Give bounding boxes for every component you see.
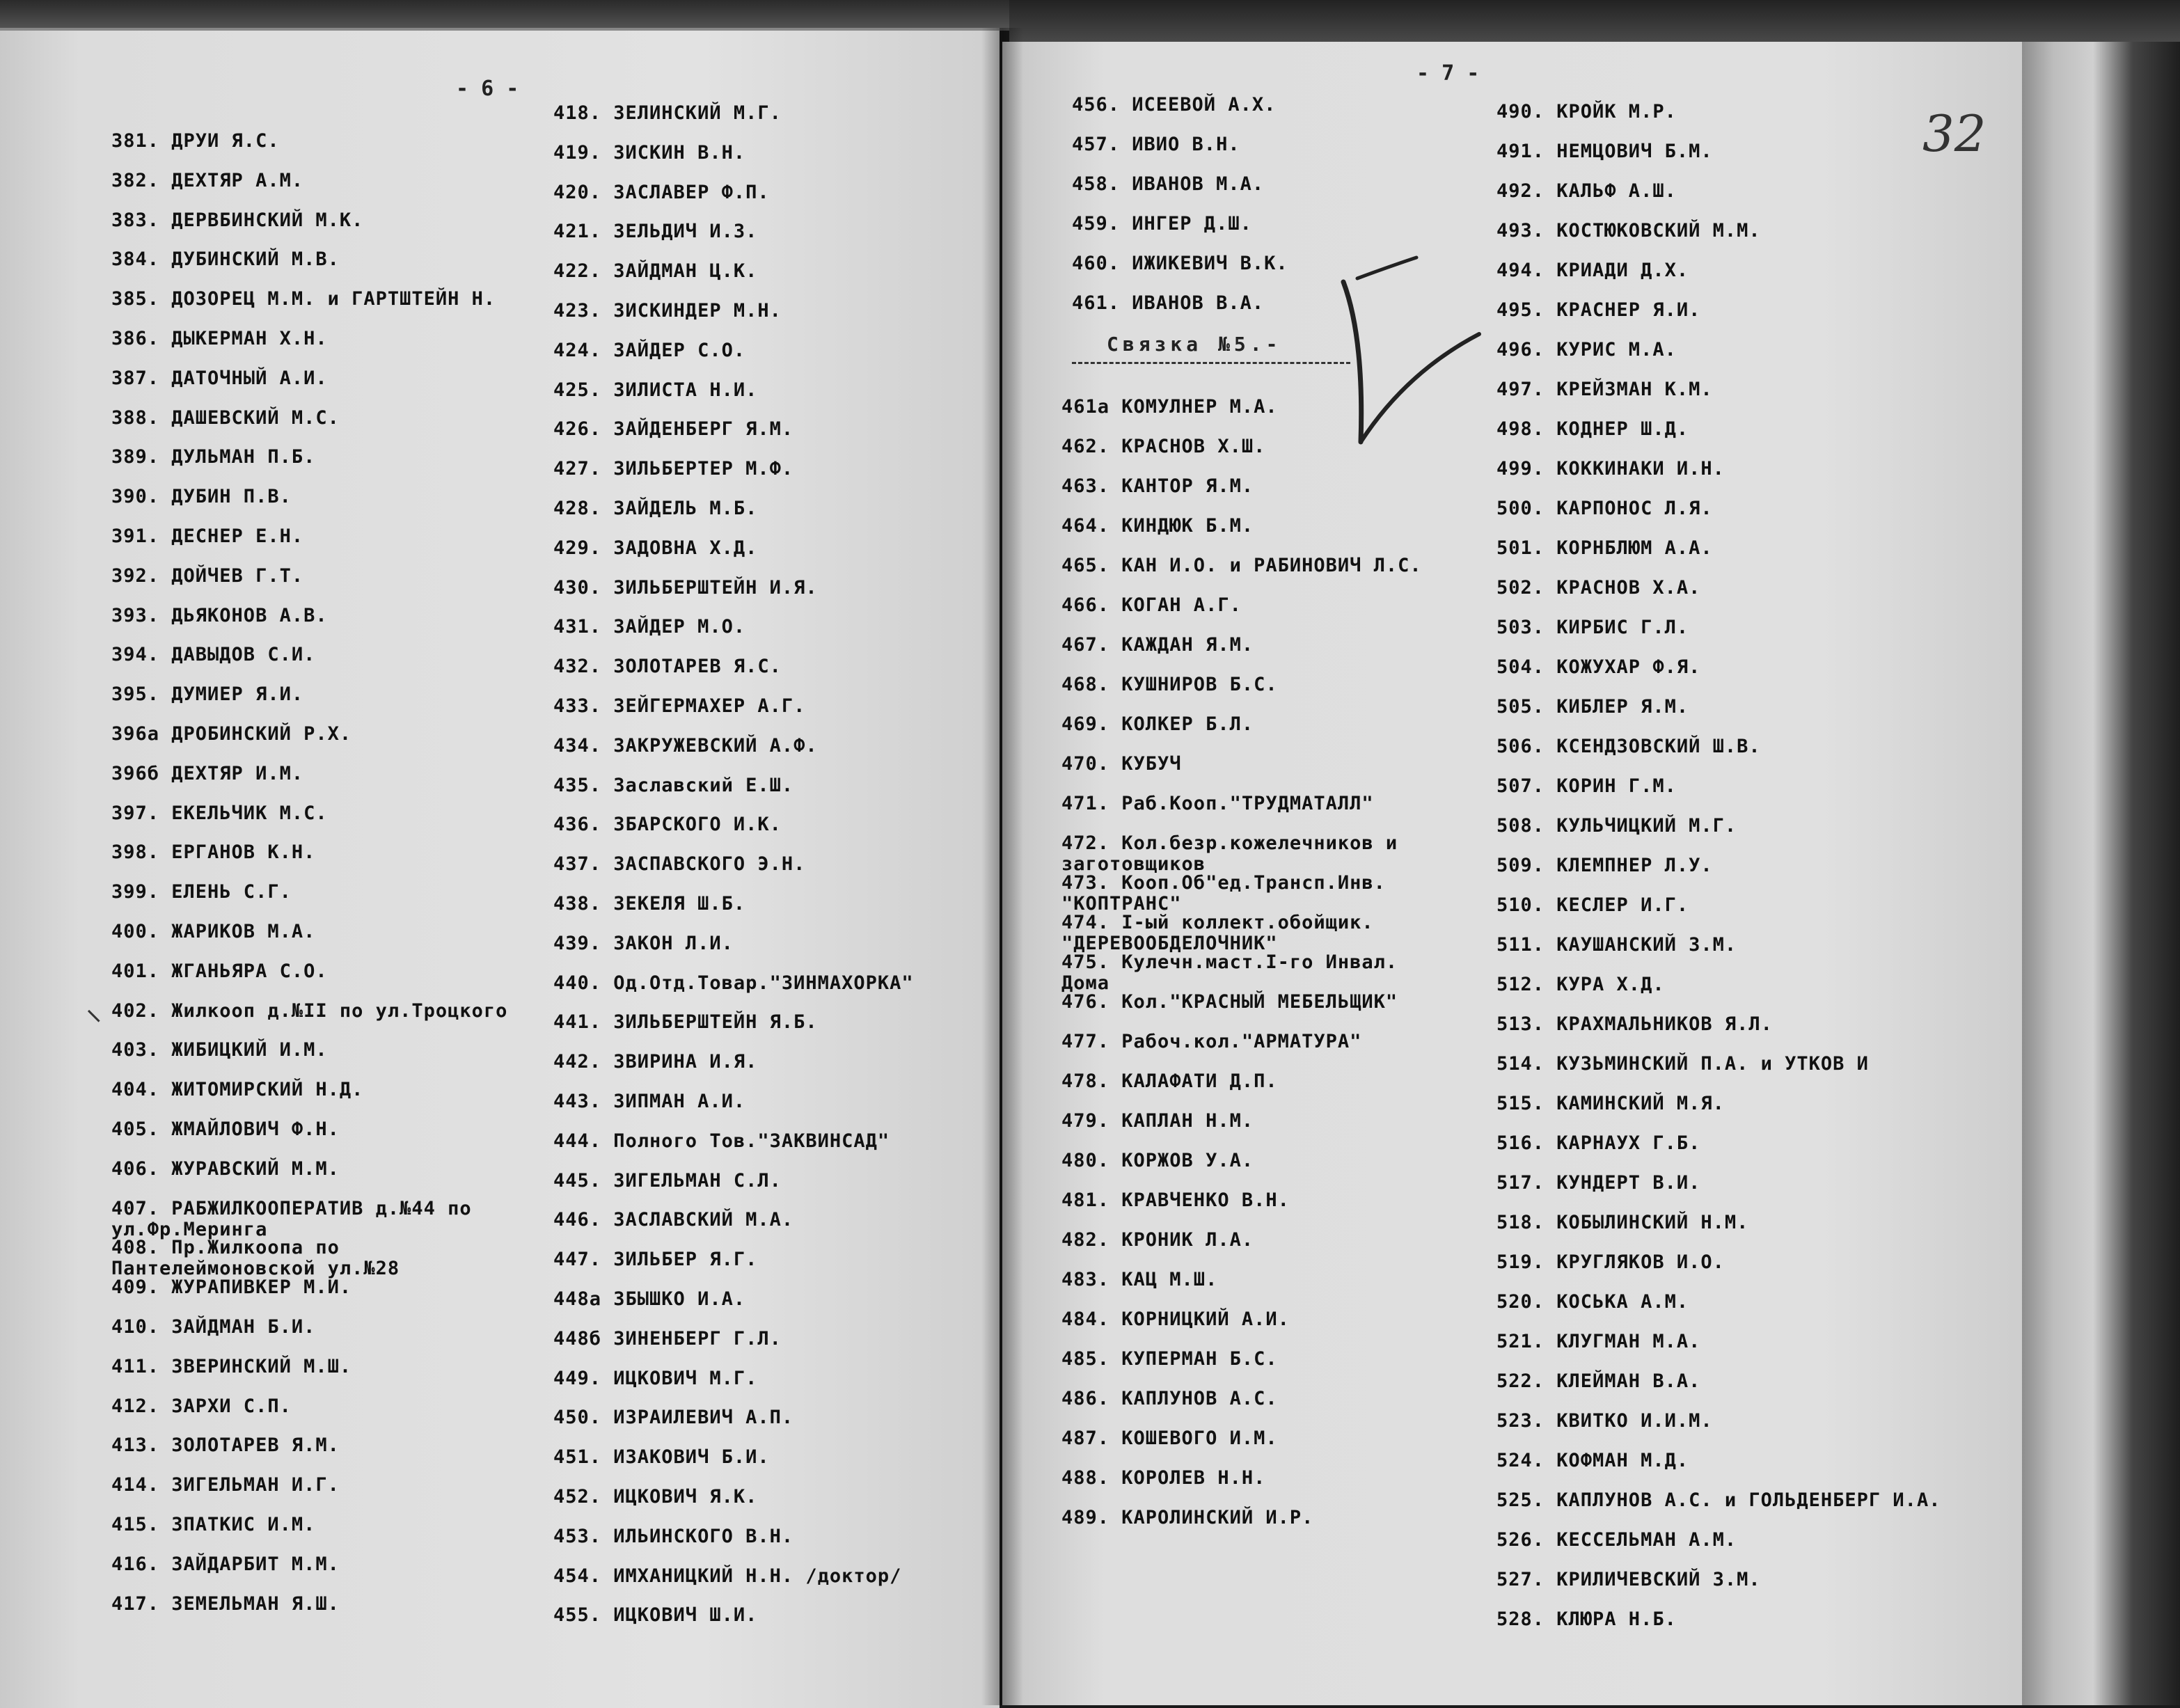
ledger-entry: 518. КОБЫЛИНСКИЙ Н.М. (1496, 1212, 1749, 1233)
ledger-entry: 428. ЗАЙДЕЛЬ М.Б. (553, 498, 758, 519)
ledger-entry: 387. ДАТОЧНЫЙ А.И. (111, 367, 328, 389)
ledger-entry: 455. ИЦКОВИЧ Ш.И. (553, 1604, 758, 1627)
ledger-entry: 468. КУШНИРОВ Б.С. (1061, 674, 1278, 695)
ledger-entry: 427. ЗИЛЬБЕРТЕР М.Ф. (553, 458, 794, 480)
ledger-entry: 519. КРУГЛЯКОВ И.О. (1496, 1251, 1725, 1273)
ledger-entry: 393. ДЬЯКОНОВ А.В. (111, 604, 328, 626)
ledger-entry: 382. ДЕХТЯР А.М. (111, 169, 304, 191)
ledger-entry: 388. ДАШЕВСКИЙ М.С. (111, 406, 340, 429)
ledger-entry: 391. ДЕСНЕР Е.Н. (111, 525, 304, 547)
ledger-entry: 457. ИВИО В.Н. (1072, 134, 1240, 155)
ledger-entry: 514. КУЗЬМИНСКИЙ П.А. и УТКОВ И (1496, 1053, 1869, 1075)
ledger-entry: 520. КОСЬКА А.М. (1496, 1291, 1689, 1313)
ledger-entry: 486. КАПЛУНОВ А.С. (1061, 1388, 1278, 1409)
ledger-entry: 450. ИЗРАИЛЕВИЧ А.П. (553, 1407, 794, 1429)
ledger-entry: 409. ЖУРАПИВКЕР М.И. (111, 1276, 352, 1299)
ledger-entry: 443. ЗИПМАН А.И. (553, 1091, 746, 1112)
ledger-entry: 396б ДЕХТЯР И.М. (111, 762, 304, 784)
ledger-entry: 383. ДЕРВБИНСКИЙ М.К. (111, 209, 364, 231)
ledger-entry: 407. РАБЖИЛКООПЕРАТИВ д.№44 по ул.Фр.Меринга (111, 1197, 472, 1240)
ledger-entry: 386. ДЫКЕРМАН Х.Н. (111, 328, 328, 349)
ledger-entry: 435. Заславский Е.Ш. (553, 774, 794, 796)
ledger-entry: 481. КРАВЧЕНКО В.Н. (1061, 1189, 1290, 1211)
ledger-entry: 442. ЗВИРИНА И.Я. (553, 1051, 758, 1073)
ledger-entry: 484. КОРНИЦКИЙ А.И. (1061, 1308, 1290, 1330)
ledger-entry: 445. ЗИГЕЛЬМАН С.Л. (553, 1169, 782, 1192)
ledger-entry: 456. ИСЕЕВОЙ А.Х. (1072, 94, 1277, 116)
ledger-entry: 508. КУЛЬЧИЦКИЙ М.Г. (1496, 815, 1737, 837)
ledger-entry: 399. ЕЛЕНЬ С.Г. (111, 881, 292, 903)
ledger-entry: 425. ЗИЛИСТА Н.И. (553, 379, 758, 401)
ledger-entry: 420. ЗАСЛАВЕР Ф.П. (553, 181, 770, 203)
ledger-entry: 464. КИНДЮК Б.М. (1061, 515, 1254, 537)
ledger-entry: 413. ЗОЛОТАРЕВ Я.М. (111, 1434, 340, 1457)
ledger-entry: 500. КАРПОНОС Л.Я. (1496, 498, 1713, 519)
ledger-entry: 466. КОГАН А.Г. (1061, 594, 1242, 616)
ledger-entry: 406. ЖУРАВСКИЙ М.М. (111, 1157, 340, 1180)
ledger-entry: 528. КЛЮРА Н.Б. (1496, 1608, 1677, 1630)
ledger-entry: 438. ЗЕКЕЛЯ Ш.Б. (553, 893, 746, 915)
ledger-entry: 415. ЗПАТКИС И.М. (111, 1514, 316, 1535)
ledger-entry: 458. ИВАНОВ М.А. (1072, 173, 1265, 195)
ledger-entry: 483. КАЦ М.Ш. (1061, 1269, 1218, 1290)
ledger-entry: 471. Раб.Кооп."ТРУДМАТАЛЛ" (1061, 793, 1374, 814)
ledger-entry: 454. ИМХАНИЦКИЙ Н.Н. /доктор/ (553, 1565, 902, 1587)
ledger-entry: 502. КРАСНОВ Х.А. (1496, 577, 1701, 599)
ledger-entry: 476. Кол."КРАСНЫЙ МЕБЕЛЬЩИК" (1061, 991, 1398, 1013)
ledger-entry: 506. КСЕНДЗОВСКИЙ Ш.В. (1496, 736, 1761, 757)
ledger-entry: 463. КАНТОР Я.М. (1061, 475, 1254, 497)
right-page-number: - 7 - (1416, 61, 1480, 86)
ledger-entry: 507. КОРИН Г.М. (1496, 775, 1677, 797)
ledger-entry: 497. КРЕЙЗМАН К.М. (1496, 379, 1713, 400)
left-page-number: - 6 - (456, 77, 519, 101)
ledger-entry: 389. ДУЛЬМАН П.Б. (111, 446, 316, 468)
ledger-entry: 495. КРАСНЕР Я.И. (1496, 299, 1701, 321)
ledger-entry: 448б ЗИНЕНБЕРГ Г.Л. (553, 1327, 782, 1350)
ledger-entry: 462. КРАСНОВ Х.Ш. (1061, 436, 1266, 457)
ledger-entry: 381. ДРУИ Я.С. (111, 130, 280, 152)
ledger-entry: 434. ЗАКРУЖЕВСКИЙ А.Ф. (553, 734, 818, 757)
ledger-entry: 522. КЛЕЙМАН В.А. (1496, 1370, 1701, 1392)
folio-mark: 32 (1922, 104, 1987, 163)
ledger-entry: 448а ЗБЫШКО И.А. (553, 1288, 746, 1310)
ledger-entry: 492. КАЛЬФ А.Ш. (1496, 180, 1677, 202)
ledger-entry: 516. КАРНАУХ Г.Б. (1496, 1132, 1701, 1154)
ledger-entry: 469. КОЛКЕР Б.Л. (1061, 713, 1254, 735)
ledger-entry: 494. КРИАДИ Д.Х. (1496, 260, 1689, 281)
ledger-entry: 405. ЖМАЙЛОВИЧ Ф.Н. (111, 1118, 340, 1140)
ledger-entry: 432. ЗОЛОТАРЕВ Я.С. (553, 656, 782, 678)
ledger-entry: 423. ЗИСКИНДЕР М.Н. (553, 300, 782, 322)
ledger-entry: 496. КУРИС М.А. (1496, 339, 1677, 361)
ledger-entry: 400. ЖАРИКОВ М.А. (111, 921, 316, 942)
ledger-entry: 426. ЗАЙДЕНБЕРГ Я.М. (553, 418, 794, 441)
ledger-entry: 404. ЖИТОМИРСКИЙ Н.Д. (111, 1079, 364, 1101)
ledger-entry: 470. КУБУЧ (1061, 753, 1182, 775)
ledger-entry: 513. КРАХМАЛЬНИКОВ Я.Л. (1496, 1013, 1773, 1035)
ledger-entry: 392. ДОЙЧЕВ Г.Т. (111, 564, 304, 587)
ledger-entry: 477. Рабоч.кол."АРМАТУРА" (1061, 1031, 1362, 1052)
ledger-entry: 515. КАМИНСКИЙ М.Я. (1496, 1093, 1725, 1114)
ledger-entry: 429. ЗАДОВНА Х.Д. (553, 537, 758, 559)
ledger-entry: 396а ДРОБИНСКИЙ Р.Х. (111, 723, 352, 745)
ledger-entry: 418. ЗЕЛИНСКИЙ М.Г. (553, 102, 782, 124)
section-divider (1072, 362, 1350, 364)
ledger-entry: 517. КУНДЕРТ В.И. (1496, 1172, 1701, 1194)
ledger-entry: 436. ЗБАРСКОГО И.К. (553, 814, 782, 836)
ledger-entry: 401. ЖГАНЬЯРА С.О. (111, 960, 328, 982)
ledger-entry: 510. КЕСЛЕР И.Г. (1496, 894, 1689, 916)
ledger-entry: 467. КАЖДАН Я.М. (1061, 634, 1254, 656)
ledger-entry: 453. ИЛЬИНСКОГО В.Н. (553, 1525, 794, 1547)
ledger-entry: 394. ДАВЫДОВ С.И. (111, 644, 316, 666)
ledger-entry: 474. I-ый коллект.обойщик. "ДЕРЕВООБДЕЛОЧНИК" (1061, 912, 1374, 954)
ledger-entry: 461а КОМУЛНЕР М.А. (1061, 396, 1278, 418)
binder-cover-top-left (0, 0, 1009, 31)
ledger-entry: 440. Од.Отд.Товар."ЗИНМАХОРКА" (553, 972, 914, 994)
ledger-entry: 460. ИЖИКЕВИЧ В.К. (1072, 253, 1288, 274)
ledger-entry: 390. ДУБИН П.В. (111, 486, 292, 508)
book-gutter (981, 28, 1023, 1705)
ledger-entry: 422. ЗАЙДМАН Ц.К. (553, 260, 758, 283)
ledger-entry: 485. КУПЕРМАН Б.С. (1061, 1348, 1278, 1370)
ledger-entry: 524. КОФМАН М.Д. (1496, 1450, 1689, 1471)
ledger-entry: 478. КАЛАФАТИ Д.П. (1061, 1070, 1278, 1092)
ledger-entry: 504. КОЖУХАР Ф.Я. (1496, 656, 1701, 678)
ledger-entry: 472. Кол.безр.кожелечников и заготовщиков (1061, 832, 1398, 875)
ledger-entry: 459. ИНГЕР Д.Ш. (1072, 213, 1252, 235)
ledger-entry: 509. КЛЕМПНЕР Л.У. (1496, 855, 1713, 876)
ledger-entry: 490. КРОЙК М.Р. (1496, 101, 1677, 122)
ledger-entry: 397. ЕКЕЛЬЧИК М.С. (111, 802, 328, 824)
ledger-entry: 512. КУРА Х.Д. (1496, 974, 1665, 995)
ledger-entry: 437. ЗАСПАВСКОГО Э.Н. (553, 853, 806, 876)
ledger-entry: 395. ДУМИЕР Я.И. (111, 683, 304, 706)
ledger-entry: 499. КОККИНАКИ И.Н. (1496, 458, 1725, 480)
ledger-entry: 475. Кулечн.маст.I-го Инвал. Дома (1061, 951, 1398, 994)
ledger-entry: 416. ЗАЙДАРБИТ М.М. (111, 1553, 340, 1575)
ledger-entry: 523. КВИТКО И.И.М. (1496, 1410, 1713, 1432)
ledger-entry: 403. ЖИБИЦКИЙ И.М. (111, 1039, 328, 1061)
ledger-entry: 449. ИЦКОВИЧ М.Г. (553, 1367, 758, 1389)
ledger-entry: 439. ЗАКОН Л.И. (553, 932, 734, 954)
ledger-entry: 511. КАУШАНСКИЙ З.М. (1496, 934, 1737, 956)
section-heading: Связка №5.- (1107, 333, 1282, 356)
ledger-entry: 487. КОШЕВОГО И.М. (1061, 1428, 1278, 1449)
ledger-entry: 526. КЕССЕЛЬМАН А.М. (1496, 1529, 1737, 1551)
ledger-entry: 408. Пр.Жилкоопа по Пантелеймоновской ул.№28 (111, 1237, 400, 1280)
ledger-entry: 446. ЗАСЛАВСКИЙ М.А. (553, 1209, 794, 1231)
ledger-entry: 398. ЕРГАНОВ К.Н. (111, 841, 316, 864)
ledger-entry: 444. Полного Тов."ЗАКВИНСАД" (553, 1130, 890, 1152)
ledger-entry: 417. ЗЕМЕЛЬМАН Я.Ш. (111, 1592, 340, 1615)
ledger-entry: 489. КАРОЛИНСКИЙ И.Р. (1061, 1507, 1314, 1528)
ledger-entry: 441. ЗИЛЬБЕРШТЕЙН Я.Б. (553, 1011, 818, 1034)
ledger-entry: 421. ЗЕЛЬДИЧ И.З. (553, 221, 758, 243)
ledger-entry: 465. КАН И.О. и РАБИНОВИЧ Л.С. (1061, 555, 1422, 576)
ledger-entry: 414. ЗИГЕЛЬМАН И.Г. (111, 1474, 340, 1496)
ledger-entry: 503. КИРБИС Г.Л. (1496, 617, 1689, 638)
ledger-entry: 385. ДОЗОРЕЦ М.М. и ГАРТШТЕЙН Н. (111, 288, 496, 310)
ledger-entry: 451. ИЗАКОВИЧ Б.И. (553, 1446, 770, 1469)
ledger-entry: 473. Кооп.Об"ед.Трансп.Инв. "КОПТРАНС" (1061, 872, 1386, 915)
ledger-entry: 430. ЗИЛЬБЕРШТЕЙН И.Я. (553, 576, 818, 599)
ledger-entry: 525. КАПЛУНОВ А.С. и ГОЛЬДЕНБЕРГ И.А. (1496, 1489, 1941, 1511)
ledger-entry: 384. ДУБИНСКИЙ М.В. (111, 248, 340, 271)
ledger-entry: 431. ЗАЙДЕР М.О. (553, 616, 746, 638)
ledger-entry: 479. КАПЛАН Н.М. (1061, 1110, 1254, 1132)
ledger-entry: 412. ЗАРХИ С.П. (111, 1395, 292, 1417)
ledger-entry: 452. ИЦКОВИЧ Я.К. (553, 1486, 758, 1508)
ledger-entry: 498. КОДНЕР Ш.Д. (1496, 418, 1689, 440)
check-mark-icon (1322, 254, 1483, 449)
binder-cover-top-right (1009, 0, 2180, 43)
ledger-entry: 447. ЗИЛЬБЕР Я.Г. (553, 1249, 758, 1271)
ledger-entry: 410. ЗАЙДМАН Б.И. (111, 1316, 316, 1338)
ledger-entry: 424. ЗАЙДЕР С.О. (553, 339, 746, 361)
ledger-entry: 419. ЗИСКИН В.Н. (553, 141, 746, 164)
ledger-entry: 482. КРОНИК Л.А. (1061, 1229, 1254, 1251)
ledger-entry: 461. ИВАНОВ В.А. (1072, 292, 1265, 314)
ledger-entry: 480. КОРЖОВ У.А. (1061, 1150, 1254, 1171)
ledger-entry: 501. КОРНБЛЮМ А.А. (1496, 537, 1713, 559)
ledger-entry: 491. НЕМЦОВИЧ Б.М. (1496, 141, 1713, 162)
ledger-entry: 402. Жилкооп д.№II по ул.Троцкого (111, 999, 508, 1022)
ledger-entry: 488. КОРОЛЕВ Н.Н. (1061, 1467, 1266, 1489)
binder-cover-right (2022, 42, 2180, 1705)
ledger-entry: 521. КЛУГМАН М.А. (1496, 1331, 1701, 1352)
ledger-entry: 411. ЗВЕРИНСКИЙ М.Ш. (111, 1355, 352, 1377)
ledger-entry: 493. КОСТЮКОВСКИЙ М.М. (1496, 220, 1761, 242)
ledger-entry: 505. КИБЛЕР Я.М. (1496, 696, 1689, 718)
ledger-entry: 433. ЗЕЙГЕРМАХЕР А.Г. (553, 695, 806, 717)
ledger-entry: 527. КРИЛИЧЕВСКИЙ З.М. (1496, 1569, 1761, 1590)
